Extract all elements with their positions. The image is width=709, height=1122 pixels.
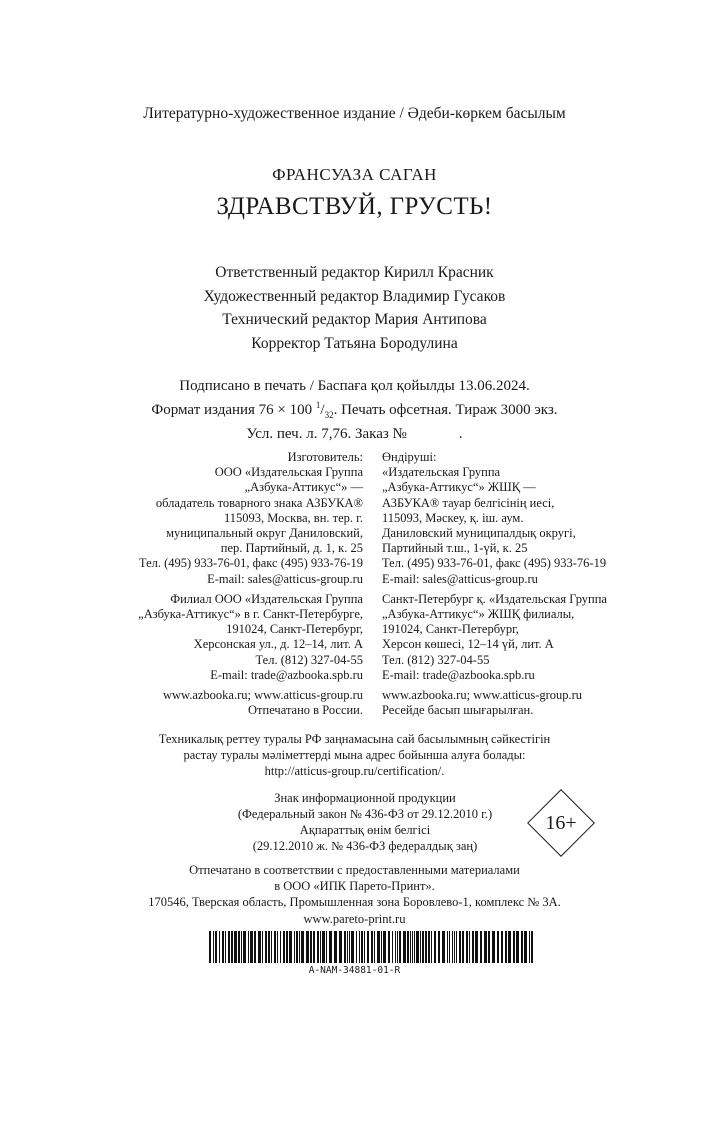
text-line: „Азбука-Аттикус“» ЖШҚ — [382, 480, 536, 495]
text-line: Отпечатано в соответствии с предоставленными материалами [189, 863, 520, 877]
text-line: Техникалық реттеу туралы РФ заңнамасына сай басылымның сәйкестігін [158, 732, 551, 746]
text-line: 115093, Мәскеу, қ. іш. аум. [382, 510, 524, 525]
book-title: ЗДРАВСТВУЙ, ГРУСТЬ! [216, 193, 493, 220]
right-column [382, 450, 709, 718]
text-line: www.azbooka.ru; www.atticus-group.ru [162, 688, 363, 703]
signed-line: Подписано в печать / Баспаға қол қойылды 13.06.2024. [179, 378, 530, 394]
format-denominator: 32 [324, 410, 334, 420]
text-line: Филиал ООО «Издательская Группа [170, 591, 363, 606]
text-line: http://atticus-group.ru/certification/. [264, 764, 445, 778]
text-line: Тел. (495) 933-76-01, факс (495) 933-76-19 [382, 556, 607, 571]
info-product-mark [215, 790, 515, 854]
text-line: (Федеральный закон № 436-ФЗ от 29.12.2010 г.) [237, 807, 493, 821]
text-line: Тел. (812) 327-04-55 [255, 652, 363, 667]
age-rating-label: 16+ [545, 812, 577, 834]
age-rating-badge [527, 789, 595, 857]
staff-line: Корректор Татьяна Бородулина [251, 334, 458, 352]
barcode-text: A-NAM-34881-01-R [308, 965, 401, 976]
text-line: Санкт-Петербург қ. «Издательская Группа [382, 591, 607, 606]
sheets-text: Усл. печ. л. 7,76. Заказ № [246, 426, 407, 442]
right-web-block [382, 688, 709, 718]
text-line: Херсонская ул., д. 12–14, лит. А [193, 637, 363, 652]
text-line: ООО «Издательская Группа [214, 465, 363, 480]
text-line: пер. Партийный, д. 1, к. 25 [220, 541, 363, 556]
staff-line: Ответственный редактор Кирилл Красник [215, 264, 494, 281]
text-line: Херсон көшесі, 12–14 үй, лит. А [382, 637, 554, 652]
text-line: www.pareto-print.ru [303, 911, 406, 926]
tech-regulation [0, 731, 709, 779]
text-line: E-mail: sales@atticus-group.ru [207, 571, 363, 586]
editorial-staff [0, 261, 709, 355]
format-suffix: . Печать офсетная. Тираж 3000 экз. [333, 402, 558, 418]
left-branch-block [0, 592, 363, 683]
format-prefix: Формат издания 76 × 100 [151, 402, 316, 418]
text-line: Ақпараттық өнім белгісі [299, 823, 431, 837]
staff-line: Технический редактор Мария Антипова [222, 311, 487, 328]
text-line: муниципальный округ Даниловский, [166, 526, 363, 541]
text-line: Отпечатано в России. [248, 703, 363, 718]
text-line: «Издательская Группа [382, 465, 501, 480]
text-line: E-mail: sales@atticus-group.ru [382, 571, 538, 586]
staff-line: Художественный редактор Владимир Гусаков [203, 287, 506, 305]
format-numerator: 1 [315, 400, 321, 410]
author-name: ФРАНСУАЗА САГАН [272, 165, 437, 184]
text-line: E-mail: trade@azbooka.spb.ru [382, 667, 535, 682]
print-info [0, 377, 709, 444]
sheets-line [0, 425, 709, 444]
text-line: www.azbooka.ru; www.atticus-group.ru [382, 688, 583, 703]
text-line: „Азбука-Аттикус“» ЖШҚ филиалы, [382, 607, 575, 622]
text-line: (29.12.2010 ж. № 436-ФЗ федералдық заң) [252, 839, 478, 853]
genre-line: Литературно-художественное издание / Әдеби-көркем басылым [143, 105, 566, 122]
text-line: 170546, Тверская область, Промышленная зона Боровлево-1, комплекс № 3А. [148, 895, 561, 910]
text-line: Даниловский муниципалдық округі, [382, 526, 576, 541]
text-line: Тел. (812) 327-04-55 [382, 652, 490, 667]
text-line: АЗБУКА® тауар белгісінің иесі, [382, 495, 555, 510]
right-branch-block [382, 592, 709, 683]
text-line: обладатель товарного знака АЗБУКА® [155, 495, 363, 510]
text-line: „Азбука-Аттикус“» — [244, 480, 363, 495]
text-line: 191024, Санкт-Петербург, [226, 622, 363, 637]
text-line: 191024, Санкт-Петербург, [382, 622, 519, 637]
text-line: Тел. (495) 933-76-01, факс (495) 933-76-19 [138, 556, 363, 571]
left-web-block [0, 688, 363, 718]
left-manufacturer-block [0, 450, 363, 587]
text-line: E-mail: trade@azbooka.spb.ru [210, 667, 363, 682]
text-line: Партийный т.ш., 1-үй, к. 25 [382, 541, 528, 556]
text-line: в ООО «ИПК Парето-Принт». [274, 879, 435, 894]
text-line: 115093, Москва, вн. тер. г. [223, 510, 363, 525]
text-line: Ресейде басып шығарылған. [382, 703, 534, 718]
printer-info [0, 862, 709, 927]
right-manufacturer-block [382, 450, 709, 587]
text-line: растау туралы мәліметтерді мына адрес бойынша алуға болады: [183, 748, 526, 762]
text-line: „Азбука-Аттикус“» в г. Санкт-Петербурге, [138, 607, 363, 622]
text-line: Изготовитель: [287, 450, 363, 464]
left-column [0, 450, 363, 718]
text-line: Знак информационной продукции [274, 791, 456, 805]
text-line: Өндіруші: [382, 450, 437, 464]
sheets-end: . [458, 426, 463, 442]
barcode [209, 931, 537, 963]
format-line: Формат издания 76 × 100 $^1/_{32}$. Печать офсетная. Тираж 3000 экз. [151, 400, 558, 420]
